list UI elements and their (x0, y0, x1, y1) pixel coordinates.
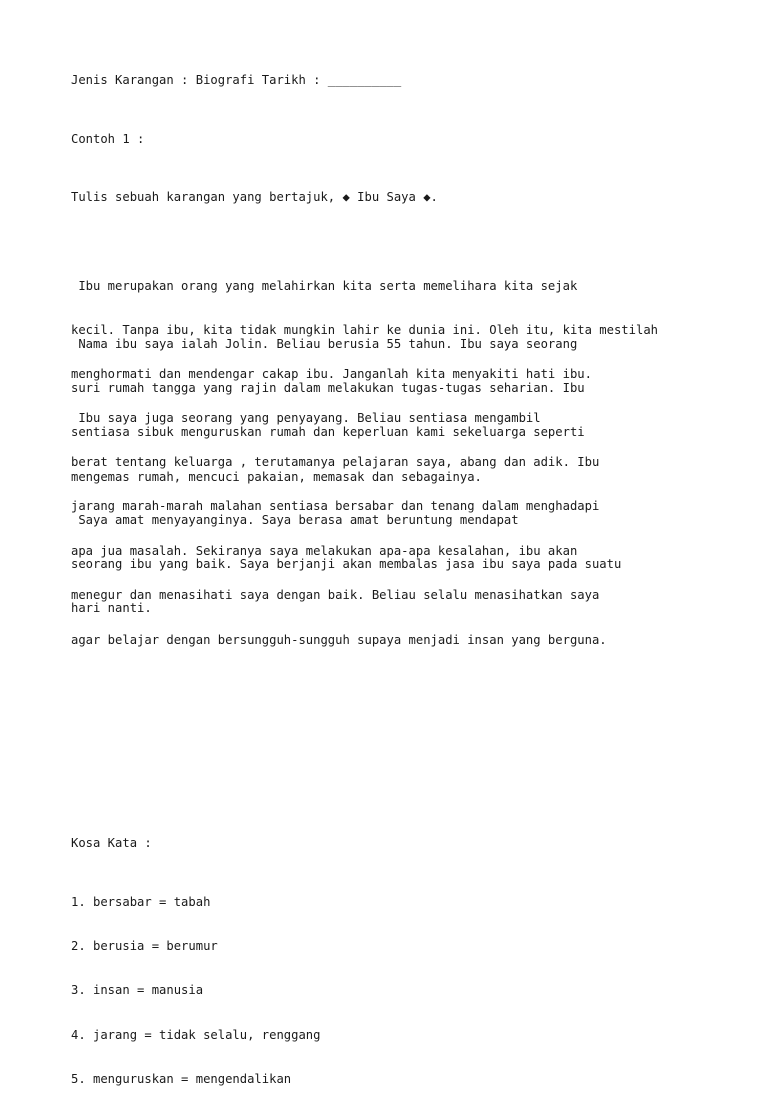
example-label: Contoh 1 : (71, 132, 145, 146)
essay-line: Ibu saya juga seorang yang penyayang. Beliau sentiasa mengambil (71, 410, 541, 425)
essay-line: seorang ibu yang baik. Saya berjanji akan membalas jasa ibu saya pada suatu (71, 556, 622, 571)
essay-line: Nama ibu saya ialah Jolin. Beliau berusia 55 tahun. Ibu saya seorang (71, 336, 578, 351)
essay-line: sentiasa sibuk menguruskan rumah dan keperluan kami sekeluarga seperti (71, 425, 585, 440)
essay-line: suri rumah tangga yang rajin dalam melakukan tugas-tugas seharian. Ibu (71, 380, 585, 395)
vocabulary-item: 4. jarang = tidak selalu, renggang (71, 1027, 321, 1042)
essay-line: menghormati dan mendengar cakap ibu. Janganlah kita menyakiti hati ibu. (71, 367, 592, 382)
essay-line: apa jua masalah. Sekiranya saya melakukan apa-apa kesalahan, ibu akan (71, 543, 578, 558)
vocabulary-list (71, 865, 320, 1117)
vocabulary-item: 5. menguruskan = mengendalikan (71, 1072, 292, 1087)
essay-line: Ibu merupakan orang yang melahirkan kita serta memelihara kita sejak (71, 278, 578, 293)
essay-line: hari nanti. (71, 601, 152, 616)
essay-line: kecil. Tanpa ibu, kita tidak mungkin lahir ke dunia ini. Oleh itu, kita mestilah (71, 322, 658, 337)
header-line: Jenis Karangan : Biografi Tarikh : __________ (71, 73, 402, 87)
vocabulary-item: 2. berusia = berumur (71, 938, 218, 953)
essay-line: agar belajar dengan bersungguh-sungguh supaya menjadi insan yang berguna. (71, 632, 607, 647)
essay-line: mengemas rumah, mencuci pakaian, memasak dan sebagainya. (71, 469, 482, 484)
essay-line: berat tentang keluarga , terutamanya pelajaran saya, abang dan adik. Ibu (71, 454, 600, 469)
vocabulary-title: Kosa Kata : (71, 836, 152, 850)
vocabulary-item: 1. bersabar = tabah (71, 894, 211, 909)
essay-line: menegur dan menasihati saya dengan baik. Beliau selalu menasihatkan saya (71, 588, 600, 603)
essay-instruction: Tulis sebuah karangan yang bertajuk, ◆ Ibu Saya ◆. (71, 190, 438, 204)
vocabulary-item: 3. insan = manusia (71, 983, 204, 998)
essay-line: Saya amat menyayanginya. Saya berasa amat beruntung mendapat (71, 512, 519, 527)
essay-paragraph-4 (71, 483, 621, 646)
essay-line: jarang marah-marah malahan sentiasa bersabar dan tenang dalam menghadapi (71, 499, 600, 514)
